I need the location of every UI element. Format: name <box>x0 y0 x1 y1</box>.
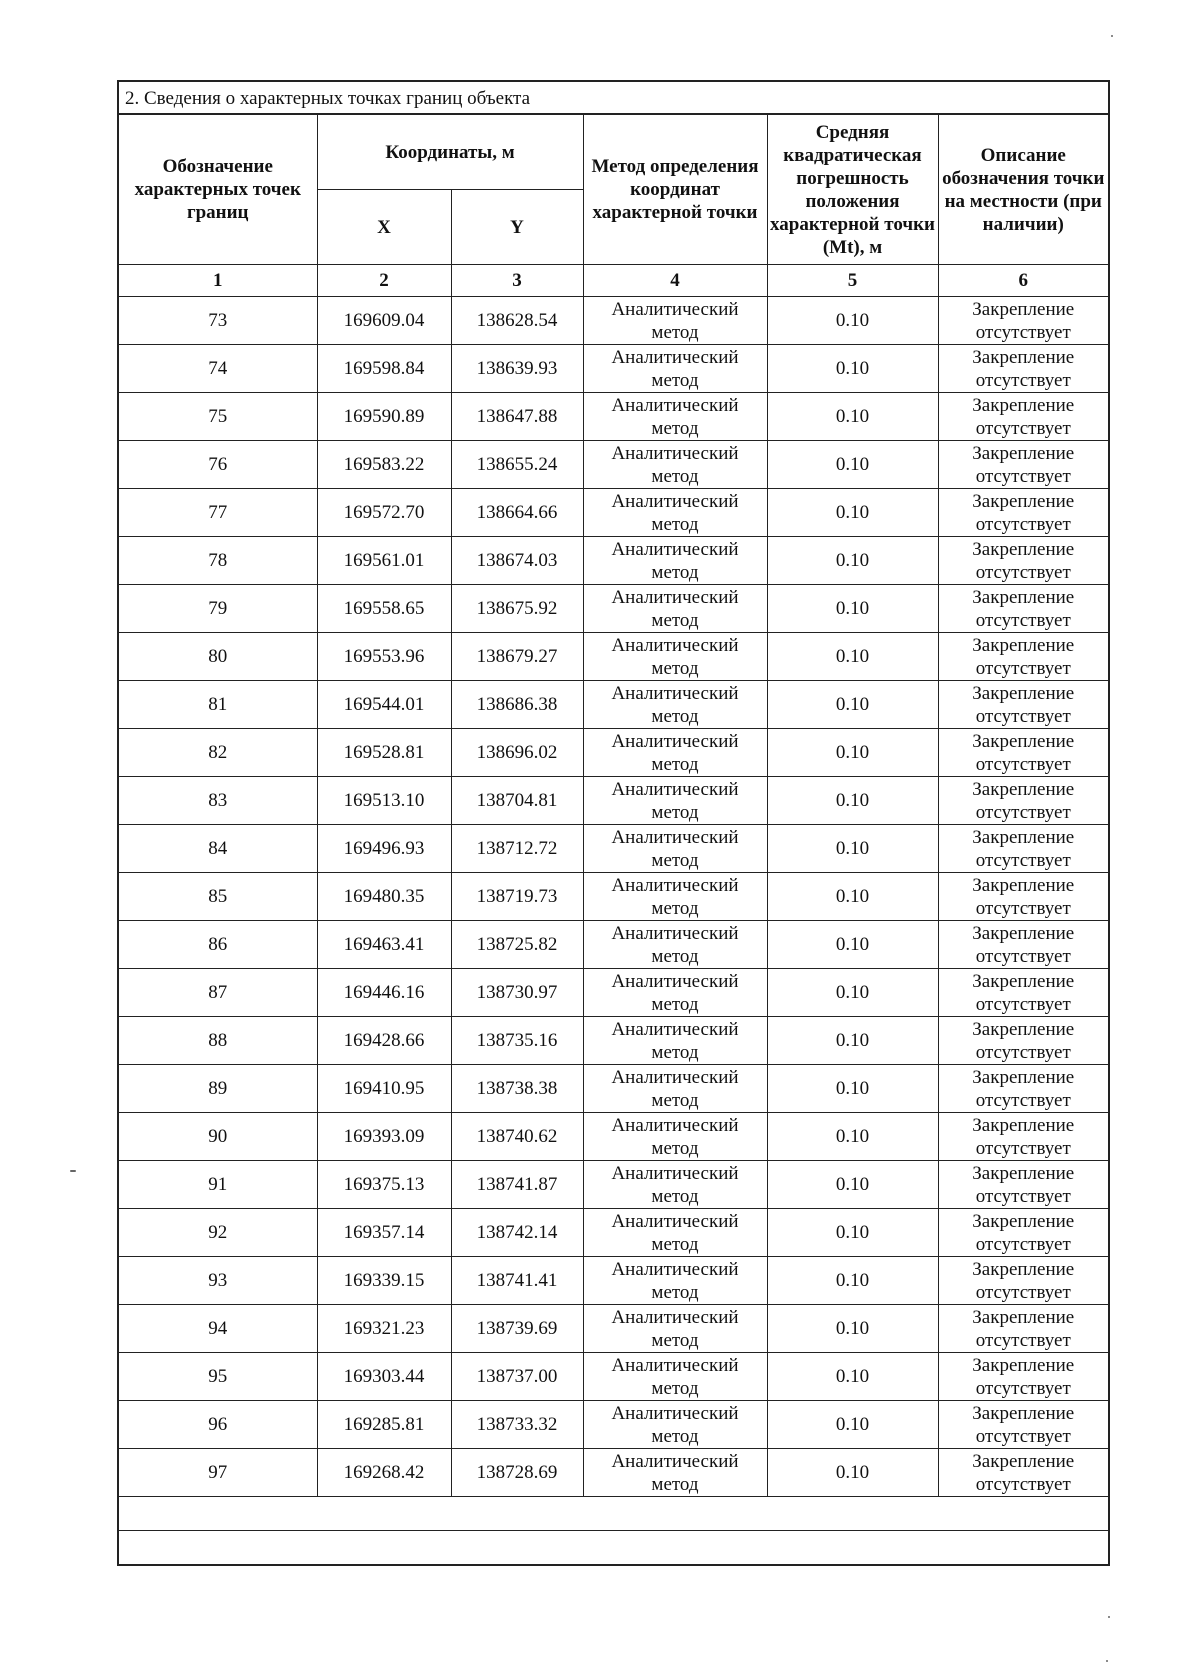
point-number-cell: 94 <box>119 1305 317 1353</box>
description-cell <box>938 537 1108 585</box>
point-number-cell: 89 <box>119 1065 317 1113</box>
y-coordinate-cell: 138741.41 <box>451 1257 583 1305</box>
x-coordinate-cell: 169303.44 <box>317 1353 451 1401</box>
mean-error-cell: 0.10 <box>767 297 938 345</box>
y-coordinate-cell: 138686.38 <box>451 681 583 729</box>
x-coordinate-cell: 169561.01 <box>317 537 451 585</box>
method-cell <box>583 825 767 873</box>
description-cell-line: отсутствует <box>975 657 1071 679</box>
y-coordinate-cell: 138742.14 <box>451 1209 583 1257</box>
y-coordinate-cell: 138639.93 <box>451 345 583 393</box>
description-cell-line: Закрепление <box>972 874 1075 896</box>
point-number-cell: 92 <box>119 1209 317 1257</box>
method-cell-line: метод <box>651 705 699 727</box>
method-cell-line: метод <box>651 465 699 487</box>
description-cell-line: Закрепление <box>972 778 1075 800</box>
method-cell-line: метод <box>651 657 699 679</box>
x-coordinate-cell: 169339.15 <box>317 1257 451 1305</box>
table-row <box>119 777 1108 825</box>
description-cell-line: отсутствует <box>975 1041 1071 1063</box>
point-number-cell: 74 <box>119 345 317 393</box>
point-number-cell: 78 <box>119 537 317 585</box>
description-cell-line: отсутствует <box>975 609 1071 631</box>
method-cell-line: метод <box>651 1185 699 1207</box>
description-cell-line: Закрепление <box>972 442 1075 464</box>
mean-error-cell: 0.10 <box>767 1161 938 1209</box>
mean-error-cell: 0.10 <box>767 1209 938 1257</box>
x-coordinate-cell: 169321.23 <box>317 1305 451 1353</box>
mean-error-cell: 0.10 <box>767 1401 938 1449</box>
point-number-cell: 81 <box>119 681 317 729</box>
description-cell-line: Закрепление <box>972 634 1075 656</box>
table-row <box>119 537 1108 585</box>
x-coordinate-cell: 169463.41 <box>317 921 451 969</box>
method-cell <box>583 873 767 921</box>
point-number-cell: 93 <box>119 1257 317 1305</box>
x-coordinate-cell: 169553.96 <box>317 633 451 681</box>
point-number-cell: 87 <box>119 969 317 1017</box>
header-row-top <box>119 115 1108 190</box>
mean-error-cell: 0.10 <box>767 585 938 633</box>
x-coordinate-cell: 169590.89 <box>317 393 451 441</box>
table-row <box>119 729 1108 777</box>
mean-error-cell: 0.10 <box>767 1257 938 1305</box>
method-cell-line: Аналитический <box>611 538 739 560</box>
description-cell-line: Закрепление <box>972 1306 1075 1328</box>
method-cell-line: Аналитический <box>611 778 739 800</box>
description-cell-line: Закрепление <box>972 922 1075 944</box>
mean-error-cell: 0.10 <box>767 1017 938 1065</box>
point-number-cell: 97 <box>119 1449 317 1497</box>
point-number-cell: 76 <box>119 441 317 489</box>
point-number-cell: 80 <box>119 633 317 681</box>
method-cell-line: метод <box>651 1329 699 1351</box>
description-cell <box>938 1449 1108 1497</box>
method-cell-line: метод <box>651 561 699 583</box>
table-row <box>119 1161 1108 1209</box>
description-cell <box>938 921 1108 969</box>
description-cell <box>938 681 1108 729</box>
y-coordinate-cell: 138740.62 <box>451 1113 583 1161</box>
y-coordinate-cell: 138738.38 <box>451 1065 583 1113</box>
point-number-cell: 77 <box>119 489 317 537</box>
table-row <box>119 921 1108 969</box>
y-coordinate-cell: 138675.92 <box>451 585 583 633</box>
method-cell-line: Аналитический <box>611 586 739 608</box>
description-cell-line: Закрепление <box>972 826 1075 848</box>
scan-speck <box>1108 1616 1110 1618</box>
column-number: 5 <box>767 265 938 297</box>
method-cell-line: метод <box>651 945 699 967</box>
method-cell <box>583 537 767 585</box>
mean-error-cell: 0.10 <box>767 1449 938 1497</box>
header-coordinates: Координаты, м <box>317 115 583 190</box>
method-cell <box>583 1449 767 1497</box>
method-cell-line: метод <box>651 417 699 439</box>
description-cell-line: Закрепление <box>972 538 1075 560</box>
point-number-cell: 96 <box>119 1401 317 1449</box>
y-coordinate-cell: 138647.88 <box>451 393 583 441</box>
description-cell-line: отсутствует <box>975 1329 1071 1351</box>
method-cell <box>583 1017 767 1065</box>
table-row <box>119 873 1108 921</box>
description-cell <box>938 1161 1108 1209</box>
table-row <box>119 825 1108 873</box>
description-cell-line: отсутствует <box>975 1137 1071 1159</box>
description-cell-line: отсутствует <box>975 945 1071 967</box>
mean-error-cell: 0.10 <box>767 441 938 489</box>
y-coordinate-cell: 138725.82 <box>451 921 583 969</box>
y-coordinate-cell: 138696.02 <box>451 729 583 777</box>
description-cell-line: Закрепление <box>972 970 1075 992</box>
table-row <box>119 1257 1108 1305</box>
description-cell <box>938 873 1108 921</box>
description-cell-line: отсутствует <box>975 1377 1071 1399</box>
description-cell-line: Закрепление <box>972 1066 1075 1088</box>
table-row <box>119 297 1108 345</box>
mean-error-cell: 0.10 <box>767 873 938 921</box>
method-cell-line: Аналитический <box>611 1306 739 1328</box>
point-number-cell: 91 <box>119 1161 317 1209</box>
description-cell <box>938 825 1108 873</box>
method-cell <box>583 1161 767 1209</box>
table-row <box>119 393 1108 441</box>
mean-error-cell: 0.10 <box>767 681 938 729</box>
description-cell-line: отсутствует <box>975 369 1071 391</box>
method-cell <box>583 681 767 729</box>
method-cell-line: метод <box>651 801 699 823</box>
description-cell <box>938 1257 1108 1305</box>
description-cell-line: Закрепление <box>972 682 1075 704</box>
y-coordinate-cell: 138704.81 <box>451 777 583 825</box>
x-coordinate-cell: 169558.65 <box>317 585 451 633</box>
mean-error-cell: 0.10 <box>767 1065 938 1113</box>
scan-speck <box>1111 35 1113 37</box>
method-cell-line: Аналитический <box>611 874 739 896</box>
description-cell <box>938 489 1108 537</box>
point-number-cell: 86 <box>119 921 317 969</box>
column-number: 2 <box>317 265 451 297</box>
column-numbers-row <box>119 265 1108 297</box>
method-cell-line: Аналитический <box>611 634 739 656</box>
description-cell-line: отсутствует <box>975 801 1071 823</box>
description-cell <box>938 297 1108 345</box>
column-number: 4 <box>583 265 767 297</box>
method-cell <box>583 969 767 1017</box>
method-cell-line: Аналитический <box>611 1114 739 1136</box>
method-cell-line: метод <box>651 1281 699 1303</box>
method-cell-line: Аналитический <box>611 346 739 368</box>
table-row <box>119 1353 1108 1401</box>
description-cell <box>938 633 1108 681</box>
x-coordinate-cell: 169393.09 <box>317 1113 451 1161</box>
method-cell-line: метод <box>651 1233 699 1255</box>
table-row <box>119 969 1108 1017</box>
column-number: 1 <box>119 265 317 297</box>
mean-error-cell: 0.10 <box>767 921 938 969</box>
method-cell <box>583 633 767 681</box>
method-cell <box>583 297 767 345</box>
table-row <box>119 681 1108 729</box>
method-cell-line: метод <box>651 369 699 391</box>
table-row <box>119 1209 1108 1257</box>
description-cell <box>938 585 1108 633</box>
method-cell-line: Аналитический <box>611 922 739 944</box>
method-cell <box>583 393 767 441</box>
header-mean-error: Средняя квадратическая погрешность положения характерной точки (Mt), м <box>767 115 938 265</box>
table-row <box>119 441 1108 489</box>
x-coordinate-cell: 169410.95 <box>317 1065 451 1113</box>
mean-error-cell: 0.10 <box>767 729 938 777</box>
table-row <box>119 345 1108 393</box>
mean-error-cell: 0.10 <box>767 969 938 1017</box>
section-title: 2. Сведения о характерных точках границ объекта <box>119 82 1108 115</box>
description-cell-line: отсутствует <box>975 417 1071 439</box>
method-cell-line: Аналитический <box>611 1210 739 1232</box>
description-cell-line: отсутствует <box>975 993 1071 1015</box>
description-cell <box>938 1209 1108 1257</box>
description-cell <box>938 345 1108 393</box>
description-cell-line: Закрепление <box>972 490 1075 512</box>
method-cell-line: метод <box>651 993 699 1015</box>
y-coordinate-cell: 138628.54 <box>451 297 583 345</box>
description-cell-line: отсутствует <box>975 753 1071 775</box>
description-cell <box>938 1305 1108 1353</box>
description-cell-line: отсутствует <box>975 513 1071 535</box>
description-cell-line: отсутствует <box>975 561 1071 583</box>
method-cell <box>583 1353 767 1401</box>
table-row <box>119 1401 1108 1449</box>
point-number-cell: 79 <box>119 585 317 633</box>
description-cell-line: Закрепление <box>972 1354 1075 1376</box>
document-sheet <box>117 80 1110 1566</box>
x-coordinate-cell: 169285.81 <box>317 1401 451 1449</box>
x-coordinate-cell: 169428.66 <box>317 1017 451 1065</box>
column-number: 3 <box>451 265 583 297</box>
x-coordinate-cell: 169572.70 <box>317 489 451 537</box>
description-cell-line: Закрепление <box>972 1402 1075 1424</box>
method-cell-line: метод <box>651 513 699 535</box>
y-coordinate-cell: 138735.16 <box>451 1017 583 1065</box>
mean-error-cell: 0.10 <box>767 489 938 537</box>
y-coordinate-cell: 138739.69 <box>451 1305 583 1353</box>
x-coordinate-cell: 169528.81 <box>317 729 451 777</box>
method-cell <box>583 1257 767 1305</box>
description-cell-line: отсутствует <box>975 465 1071 487</box>
y-coordinate-cell: 138664.66 <box>451 489 583 537</box>
header-description: Описание обозначения точки на местности (при наличии) <box>938 115 1108 265</box>
mean-error-cell: 0.10 <box>767 1305 938 1353</box>
description-cell-line: Закрепление <box>972 1258 1075 1280</box>
mean-error-cell: 0.10 <box>767 345 938 393</box>
description-cell-line: отсутствует <box>975 1185 1071 1207</box>
header-y: Y <box>451 190 583 265</box>
header-point-designation: Обозначение характерных точек границ <box>119 115 317 265</box>
y-coordinate-cell: 138737.00 <box>451 1353 583 1401</box>
description-cell-line: Закрепление <box>972 586 1075 608</box>
mean-error-cell: 0.10 <box>767 777 938 825</box>
method-cell-line: Аналитический <box>611 682 739 704</box>
description-cell-line: Закрепление <box>972 1210 1075 1232</box>
scan-speck <box>1106 1660 1108 1662</box>
description-cell-line: отсутствует <box>975 1233 1071 1255</box>
boundary-points-table <box>119 115 1108 1497</box>
description-cell-line: отсутствует <box>975 705 1071 727</box>
method-cell-line: Аналитический <box>611 1402 739 1424</box>
method-cell-line: метод <box>651 753 699 775</box>
method-cell-line: метод <box>651 1377 699 1399</box>
method-cell <box>583 1113 767 1161</box>
description-cell-line: отсутствует <box>975 1425 1071 1447</box>
x-coordinate-cell: 169375.13 <box>317 1161 451 1209</box>
description-cell-line: Закрепление <box>972 394 1075 416</box>
mean-error-cell: 0.10 <box>767 633 938 681</box>
method-cell <box>583 729 767 777</box>
header-method: Метод определения координат характерной точки <box>583 115 767 265</box>
method-cell-line: метод <box>651 321 699 343</box>
description-cell-line: Закрепление <box>972 730 1075 752</box>
x-coordinate-cell: 169544.01 <box>317 681 451 729</box>
method-cell-line: Аналитический <box>611 730 739 752</box>
x-coordinate-cell: 169480.35 <box>317 873 451 921</box>
description-cell <box>938 1401 1108 1449</box>
method-cell-line: метод <box>651 1041 699 1063</box>
method-cell-line: Аналитический <box>611 826 739 848</box>
table-row <box>119 1017 1108 1065</box>
method-cell-line: Аналитический <box>611 970 739 992</box>
description-cell <box>938 729 1108 777</box>
x-coordinate-cell: 169496.93 <box>317 825 451 873</box>
x-coordinate-cell: 169598.84 <box>317 345 451 393</box>
description-cell-line: отсутствует <box>975 1281 1071 1303</box>
table-row <box>119 1065 1108 1113</box>
table-row <box>119 1305 1108 1353</box>
method-cell-line: Аналитический <box>611 298 739 320</box>
method-cell-line: Аналитический <box>611 490 739 512</box>
method-cell-line: метод <box>651 1137 699 1159</box>
method-cell <box>583 1305 767 1353</box>
header-x: X <box>317 190 451 265</box>
description-cell <box>938 1353 1108 1401</box>
method-cell <box>583 345 767 393</box>
table-row <box>119 1449 1108 1497</box>
mean-error-cell: 0.10 <box>767 825 938 873</box>
mean-error-cell: 0.10 <box>767 1113 938 1161</box>
y-coordinate-cell: 138741.87 <box>451 1161 583 1209</box>
description-cell-line: Закрепление <box>972 1162 1075 1184</box>
description-cell-line: отсутствует <box>975 1089 1071 1111</box>
point-number-cell: 75 <box>119 393 317 441</box>
method-cell-line: Аналитический <box>611 1450 739 1472</box>
mean-error-cell: 0.10 <box>767 393 938 441</box>
method-cell-line: метод <box>651 609 699 631</box>
description-cell-line: Закрепление <box>972 1114 1075 1136</box>
y-coordinate-cell: 138733.32 <box>451 1401 583 1449</box>
x-coordinate-cell: 169583.22 <box>317 441 451 489</box>
method-cell <box>583 489 767 537</box>
description-cell <box>938 969 1108 1017</box>
y-coordinate-cell: 138728.69 <box>451 1449 583 1497</box>
method-cell-line: метод <box>651 1425 699 1447</box>
description-cell-line: отсутствует <box>975 321 1071 343</box>
x-coordinate-cell: 169609.04 <box>317 297 451 345</box>
method-cell-line: метод <box>651 1089 699 1111</box>
method-cell <box>583 585 767 633</box>
point-number-cell: 73 <box>119 297 317 345</box>
method-cell <box>583 1065 767 1113</box>
method-cell-line: Аналитический <box>611 1018 739 1040</box>
method-cell-line: Аналитический <box>611 1162 739 1184</box>
method-cell-line: метод <box>651 1473 699 1495</box>
description-cell-line: Закрепление <box>972 346 1075 368</box>
y-coordinate-cell: 138655.24 <box>451 441 583 489</box>
description-cell <box>938 1065 1108 1113</box>
x-coordinate-cell: 169357.14 <box>317 1209 451 1257</box>
scan-speck <box>70 1170 76 1172</box>
point-number-cell: 95 <box>119 1353 317 1401</box>
description-cell-line: Закрепление <box>972 298 1075 320</box>
method-cell-line: метод <box>651 849 699 871</box>
x-coordinate-cell: 169513.10 <box>317 777 451 825</box>
description-cell-line: Закрепление <box>972 1450 1075 1472</box>
method-cell-line: Аналитический <box>611 1258 739 1280</box>
method-cell <box>583 1209 767 1257</box>
method-cell <box>583 441 767 489</box>
y-coordinate-cell: 138712.72 <box>451 825 583 873</box>
table-row <box>119 489 1108 537</box>
description-cell <box>938 393 1108 441</box>
description-cell-line: Закрепление <box>972 1018 1075 1040</box>
y-coordinate-cell: 138679.27 <box>451 633 583 681</box>
y-coordinate-cell: 138730.97 <box>451 969 583 1017</box>
x-coordinate-cell: 169268.42 <box>317 1449 451 1497</box>
description-cell-line: отсутствует <box>975 1473 1071 1495</box>
point-number-cell: 88 <box>119 1017 317 1065</box>
point-number-cell: 85 <box>119 873 317 921</box>
mean-error-cell: 0.10 <box>767 537 938 585</box>
point-number-cell: 90 <box>119 1113 317 1161</box>
table-row <box>119 1113 1108 1161</box>
method-cell-line: Аналитический <box>611 1354 739 1376</box>
description-cell <box>938 777 1108 825</box>
description-cell <box>938 441 1108 489</box>
point-number-cell: 84 <box>119 825 317 873</box>
method-cell-line: метод <box>651 897 699 919</box>
method-cell-line: Аналитический <box>611 394 739 416</box>
table-row <box>119 585 1108 633</box>
description-cell <box>938 1017 1108 1065</box>
method-cell <box>583 1401 767 1449</box>
description-cell-line: отсутствует <box>975 849 1071 871</box>
table-bottom-empty-row <box>119 1530 1108 1531</box>
x-coordinate-cell: 169446.16 <box>317 969 451 1017</box>
column-number: 6 <box>938 265 1108 297</box>
method-cell-line: Аналитический <box>611 442 739 464</box>
method-cell <box>583 777 767 825</box>
y-coordinate-cell: 138674.03 <box>451 537 583 585</box>
method-cell-line: Аналитический <box>611 1066 739 1088</box>
point-number-cell: 83 <box>119 777 317 825</box>
table-row <box>119 633 1108 681</box>
method-cell <box>583 921 767 969</box>
description-cell <box>938 1113 1108 1161</box>
point-number-cell: 82 <box>119 729 317 777</box>
mean-error-cell: 0.10 <box>767 1353 938 1401</box>
y-coordinate-cell: 138719.73 <box>451 873 583 921</box>
description-cell-line: отсутствует <box>975 897 1071 919</box>
